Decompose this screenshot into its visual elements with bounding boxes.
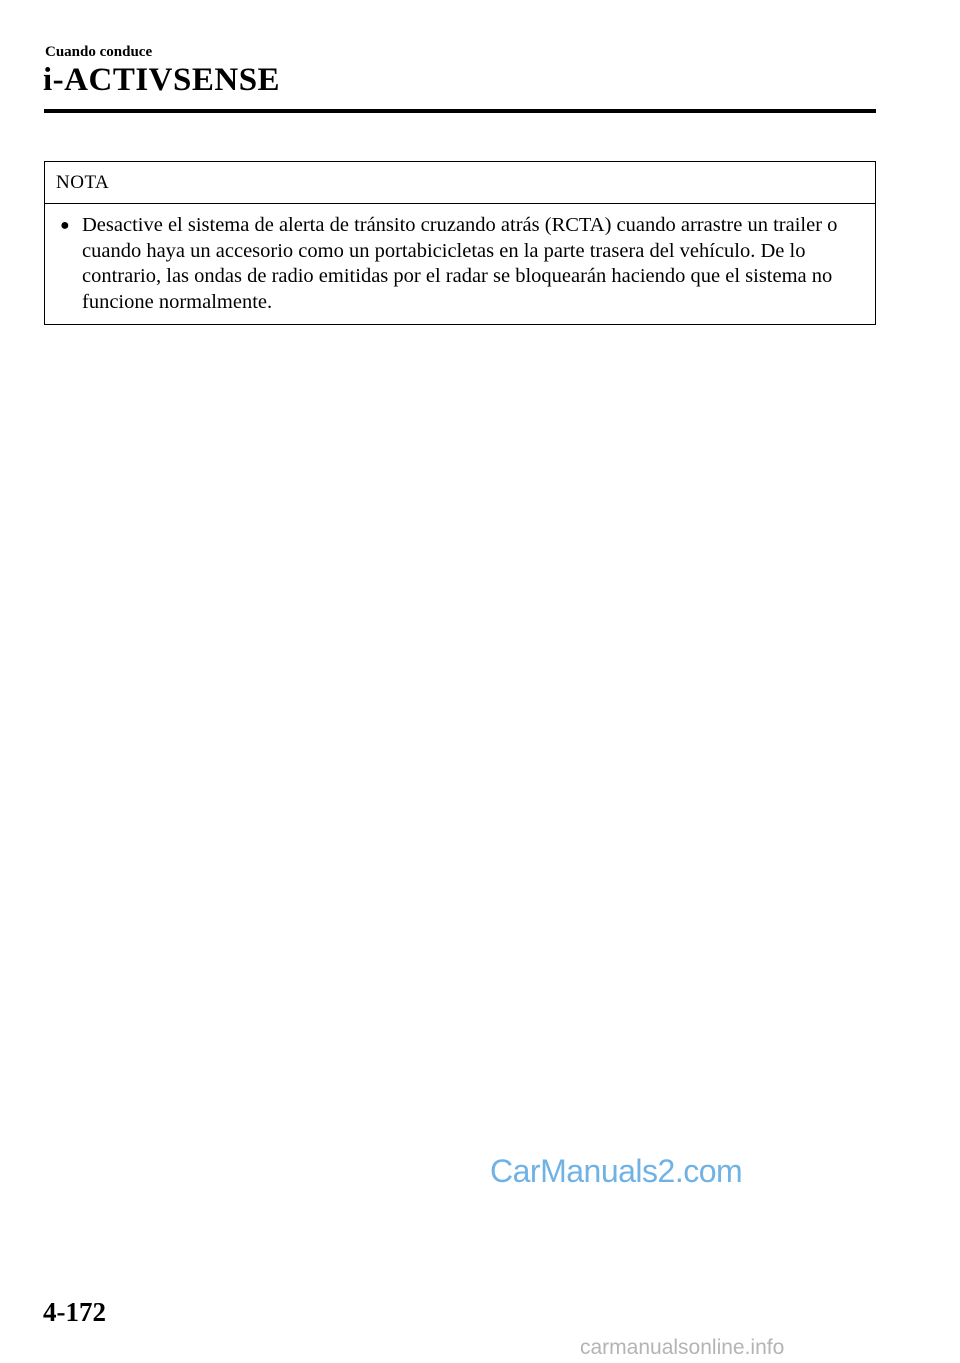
note-heading: NOTA [45, 162, 875, 204]
note-box [44, 161, 876, 325]
footer-site-watermark: carmanualsonline.info [580, 1336, 785, 1359]
chapter-title: i-ACTIVSENSE [43, 62, 281, 98]
bullet-icon: ● [60, 217, 70, 234]
section-label: Cuando conduce [45, 44, 153, 60]
title-rule [44, 109, 876, 113]
page-number: 4-172 [43, 1297, 106, 1327]
note-item-text: Desactive el sistema de alerta de tránsito cruzando atrás (RCTA) cuando arrastre un trailer o cuando haya un accesorio como un portabicicletas en la parte trasera del vehículo. De lo contrario, las ondas de radio emitidas por el radar se bloquearán haciendo que el sistema no funcione normalmente. [82, 214, 838, 313]
note-item [45, 204, 875, 315]
watermark-logo: CarManuals2.com [490, 1153, 743, 1189]
